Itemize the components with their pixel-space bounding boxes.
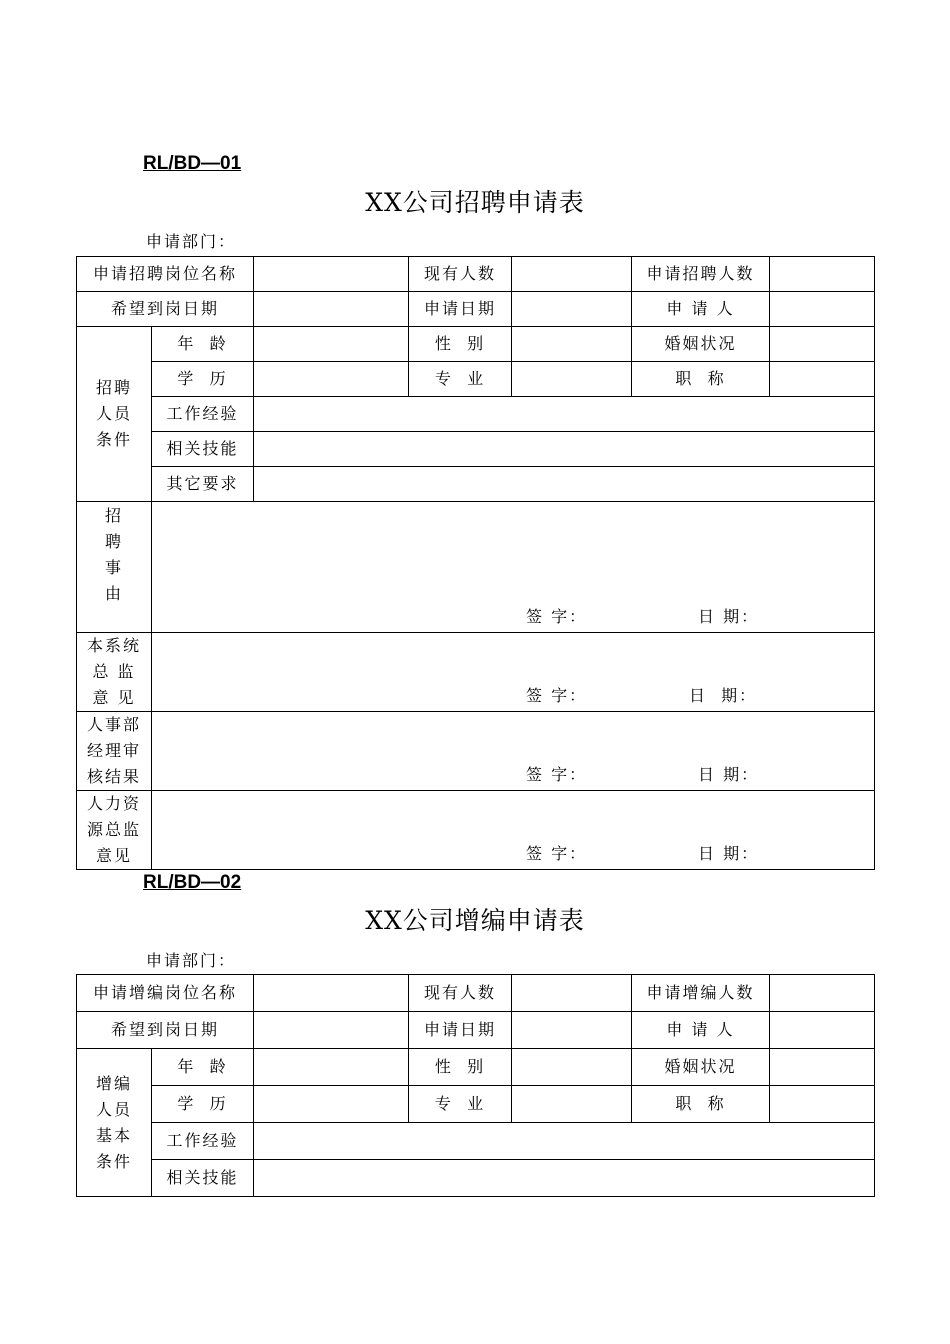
age-field[interactable]: [254, 327, 409, 362]
label-hr-director: 人力资 源总监 意见: [77, 791, 152, 870]
label-other-req: 其它要求: [152, 467, 254, 502]
form1-dept-label: 申请部门：: [146, 232, 237, 251]
sign-label: 签 字：: [526, 607, 588, 626]
label-age: 年 龄: [152, 327, 254, 362]
work-exp-field[interactable]: [254, 1123, 875, 1160]
label-gender: 性 别: [409, 1049, 512, 1086]
label-marital: 婚姻状况: [632, 327, 770, 362]
label-current-count: 现有人数: [409, 257, 512, 292]
position-name-field[interactable]: [254, 257, 409, 292]
title-rank-field[interactable]: [770, 1086, 875, 1123]
label-position-name: 申请增编岗位名称: [77, 975, 254, 1012]
label-director-opinion: 本系统 总 监 意 见: [77, 633, 152, 712]
skills-field[interactable]: [254, 1160, 875, 1197]
request-count-field[interactable]: [770, 257, 875, 292]
gender-field[interactable]: [512, 327, 632, 362]
label-marital: 婚姻状况: [632, 1049, 770, 1086]
major-field[interactable]: [512, 362, 632, 397]
sign-label: 签 字：: [526, 844, 588, 863]
title-rank-field[interactable]: [770, 362, 875, 397]
label-work-exp: 工作经验: [152, 397, 254, 432]
expected-date-field[interactable]: [254, 292, 409, 327]
label-hr-manager: 人事部 经理审 核结果: [77, 712, 152, 791]
hr-manager-field[interactable]: [152, 712, 875, 791]
form1-code: RL/BD—01: [143, 153, 242, 174]
work-exp-field[interactable]: [254, 397, 875, 432]
label-education: 学 历: [152, 362, 254, 397]
director-opinion-field[interactable]: [152, 633, 875, 712]
expansion-form-table: [76, 974, 875, 1197]
label-reason: 招 聘 事 由: [77, 502, 152, 633]
apply-date-field[interactable]: [512, 1012, 632, 1049]
form2-dept-label: 申请部门：: [146, 951, 237, 970]
reason-field[interactable]: [152, 502, 875, 633]
apply-date-field[interactable]: [512, 292, 632, 327]
label-conditions: 增编 人员 基本 条件: [77, 1049, 152, 1197]
label-applicant: 申 请 人: [632, 292, 770, 327]
current-count-field[interactable]: [512, 257, 632, 292]
hr-director-field[interactable]: [152, 791, 875, 870]
hr-manager-signature-line: [152, 764, 874, 788]
label-apply-date: 申请日期: [409, 292, 512, 327]
form1-title: XX公司招聘申请表: [365, 188, 585, 217]
label-position-name: 申请招聘岗位名称: [77, 257, 254, 292]
label-expected-date: 希望到岗日期: [77, 1012, 254, 1049]
label-gender: 性 别: [409, 327, 512, 362]
label-apply-date: 申请日期: [409, 1012, 512, 1049]
label-major: 专 业: [409, 362, 512, 397]
label-request-count: 申请招聘人数: [632, 257, 770, 292]
marital-field[interactable]: [770, 1049, 875, 1086]
marital-field[interactable]: [770, 327, 875, 362]
major-field[interactable]: [512, 1086, 632, 1123]
other-req-field[interactable]: [254, 467, 875, 502]
form2-code: RL/BD—02: [143, 872, 242, 893]
gender-field[interactable]: [512, 1049, 632, 1086]
education-field[interactable]: [254, 1086, 409, 1123]
label-title-rank: 职 称: [632, 362, 770, 397]
age-field[interactable]: [254, 1049, 409, 1086]
label-current-count: 现有人数: [409, 975, 512, 1012]
sign-label: 签 字：: [526, 765, 588, 784]
label-skills: 相关技能: [152, 432, 254, 467]
education-field[interactable]: [254, 362, 409, 397]
label-age: 年 龄: [152, 1049, 254, 1086]
label-education: 学 历: [152, 1086, 254, 1123]
applicant-field[interactable]: [770, 292, 875, 327]
director-signature-line: [152, 685, 874, 709]
label-work-exp: 工作经验: [152, 1123, 254, 1160]
label-expected-date: 希望到岗日期: [77, 292, 254, 327]
expected-date-field[interactable]: [254, 1012, 409, 1049]
date-label: 日 期：: [698, 607, 760, 626]
form2-title: XX公司增编申请表: [365, 906, 585, 935]
date-label: 日 期：: [689, 686, 758, 705]
label-applicant: 申 请 人: [632, 1012, 770, 1049]
hr-director-signature-line: [152, 843, 874, 867]
label-request-count: 申请增编人数: [632, 975, 770, 1012]
label-major: 专 业: [409, 1086, 512, 1123]
label-conditions: 招聘 人员 条件: [77, 327, 152, 502]
current-count-field[interactable]: [512, 975, 632, 1012]
skills-field[interactable]: [254, 432, 875, 467]
position-name-field[interactable]: [254, 975, 409, 1012]
reason-signature-line: [152, 606, 874, 630]
date-label: 日 期：: [698, 765, 760, 784]
sign-label: 签 字：: [526, 686, 588, 705]
date-label: 日 期：: [698, 844, 760, 863]
request-count-field[interactable]: [770, 975, 875, 1012]
label-skills: 相关技能: [152, 1160, 254, 1197]
applicant-field[interactable]: [770, 1012, 875, 1049]
recruitment-form-table: [76, 256, 875, 870]
label-title-rank: 职 称: [632, 1086, 770, 1123]
